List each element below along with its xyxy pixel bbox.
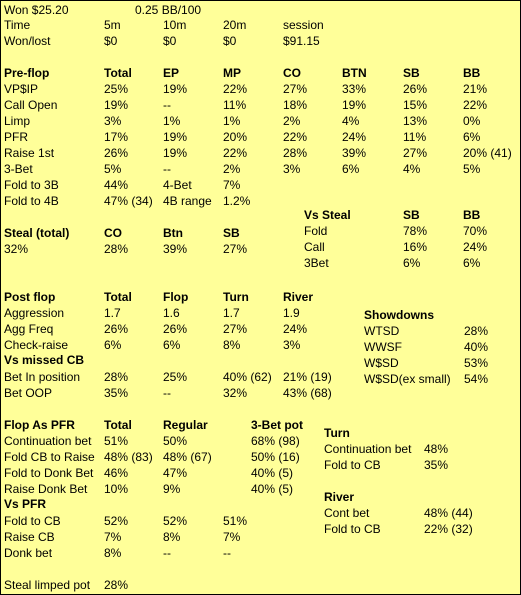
cell-regular: 47% [163, 466, 188, 480]
cell-ep: 19% [163, 130, 188, 144]
flop-pfr-col-regular: Regular [163, 418, 208, 432]
cell-total: 8% [104, 546, 122, 560]
cell-mp: 22% [223, 82, 248, 96]
steal-col-sb: SB [223, 226, 240, 240]
postflop-col-total: Total [104, 290, 132, 304]
cell-btn: 24% [342, 130, 367, 144]
wonlost-session: $91.15 [283, 34, 320, 48]
vs-steal-call-sb: 16% [403, 240, 428, 254]
wonlost-20m: $0 [223, 34, 237, 48]
cell-river: 3% [283, 338, 301, 352]
vs-missed-cb-heading: Vs missed CB [4, 353, 85, 367]
cell-regular: 8% [163, 530, 181, 544]
cell-flop: 1.6 [163, 306, 180, 320]
steal-heading: Steal (total) [4, 226, 70, 240]
turn-cbet-value: 48% [424, 442, 449, 456]
cell-river: 1.9 [283, 306, 300, 320]
vs-steal-heading: Vs Steal [304, 208, 351, 222]
row-label: Bet OOP [4, 386, 53, 400]
cell-3bet-pot: 40% (5) [251, 482, 294, 496]
steal-limped-pot-label: Steal limped pot [4, 578, 91, 592]
cell-3bet-pot: 51% [223, 514, 248, 528]
river-fold-cb-value: 22% (32) [424, 522, 473, 536]
cell-turn: 1.7 [223, 306, 240, 320]
cell-total: 19% [104, 98, 129, 112]
flop-pfr-col-total: Total [104, 418, 132, 432]
cell-mp: 2% [223, 162, 241, 176]
cell-river: 43% (68) [283, 386, 332, 400]
row-label: Agg Freq [4, 322, 54, 336]
steal-sb: 27% [223, 242, 248, 256]
river-fold-cb-label: Fold to CB [324, 522, 381, 536]
cell-regular: 52% [163, 514, 188, 528]
cell-sb: 15% [403, 98, 428, 112]
cell-btn: 19% [342, 98, 367, 112]
cell-3bet-pot: 50% (16) [251, 450, 300, 464]
row-label: Continuation bet [4, 434, 92, 448]
vs-steal-fold-sb: 78% [403, 224, 428, 238]
wsd-value: 53% [464, 356, 489, 370]
cell-sb: 13% [403, 114, 428, 128]
wonlost-5m: $0 [104, 34, 118, 48]
vs-steal-col-sb: SB [403, 208, 420, 222]
cell-flop: 6% [163, 338, 181, 352]
cell-co: 18% [283, 98, 308, 112]
cell-bb: 6% [463, 130, 481, 144]
row-label: Raise CB [4, 530, 55, 544]
postflop-heading: Post flop [4, 290, 56, 304]
row-label: Call Open [4, 98, 58, 112]
flop-pfr-col-3bet-pot: 3-Bet pot [251, 418, 303, 432]
preflop-col-ep: EP [163, 66, 180, 80]
cell-total: 17% [104, 130, 129, 144]
fold-to-3b-label: Fold to 3B [4, 178, 59, 192]
preflop-col-mp: MP [223, 66, 241, 80]
cell-total: 5% [104, 162, 122, 176]
cell-river: 24% [283, 322, 308, 336]
vs-steal-3bet-label: 3Bet [304, 256, 329, 270]
cell-btn: 6% [342, 162, 360, 176]
cell-turn: 40% (62) [223, 370, 272, 384]
cell-total: 26% [104, 146, 129, 160]
row-label: Fold to Donk Bet [4, 466, 94, 480]
cell-total: 6% [104, 338, 122, 352]
cell-total: 25% [104, 82, 129, 96]
vs-steal-3bet-bb: 6% [463, 256, 481, 270]
row-label: Raise Donk Bet [4, 482, 88, 496]
fold-to-3b-total: 44% [104, 178, 129, 192]
cell-total: 48% (83) [104, 450, 153, 464]
cell-co: 22% [283, 130, 308, 144]
cell-btn: 33% [342, 82, 367, 96]
turn-cbet-label: Continuation bet [324, 442, 412, 456]
row-label: Fold CB to Raise [4, 450, 95, 464]
steal-col-btn: Btn [163, 226, 183, 240]
cell-flop: 25% [163, 370, 188, 384]
turn-fold-cb-label: Fold to CB [324, 458, 381, 472]
cell-regular: 50% [163, 434, 188, 448]
four-bet-value: 7% [223, 178, 241, 192]
wsd-label: W$SD [364, 356, 399, 370]
steal-col-co: CO [104, 226, 122, 240]
cell-bb: 21% [463, 82, 488, 96]
vs-pfr-heading: Vs PFR [4, 497, 47, 511]
steal-co: 28% [104, 242, 129, 256]
cell-mp: 1% [223, 114, 241, 128]
preflop-col-btn: BTN [342, 66, 367, 80]
stakes-rate: 0.25 BB/100 [135, 3, 202, 17]
turn-fold-cb-value: 35% [424, 458, 449, 472]
cell-total: 26% [104, 322, 129, 336]
river-cont-bet-value: 48% (44) [424, 506, 473, 520]
row-label: 3-Bet [4, 162, 33, 176]
wonlost-label: Won/lost [4, 34, 51, 48]
four-bet-label: 4-Bet [163, 178, 192, 192]
preflop-col-co: CO [283, 66, 301, 80]
wwsf-label: WWSF [364, 340, 402, 354]
wsd-ex-small-value: 54% [464, 372, 489, 386]
cell-total: 46% [104, 466, 129, 480]
time-col-5m: 5m [104, 18, 121, 32]
cell-turn: 32% [223, 386, 248, 400]
time-col-10m: 10m [163, 18, 187, 32]
cell-total: 1.7 [104, 306, 121, 320]
cell-total: 28% [104, 370, 129, 384]
preflop-col-bb: BB [463, 66, 481, 80]
cell-total: 7% [104, 530, 122, 544]
cell-flop: 26% [163, 322, 188, 336]
cell-btn: 39% [342, 146, 367, 160]
vs-steal-fold-bb: 70% [463, 224, 488, 238]
vs-steal-3bet-sb: 6% [403, 256, 421, 270]
cell-turn: 27% [223, 322, 248, 336]
row-label: Limp [4, 114, 31, 128]
wtsd-label: WTSD [364, 324, 400, 338]
cell-mp: 22% [223, 146, 248, 160]
cell-3bet-pot: 40% (5) [251, 466, 294, 480]
won-amount: Won $25.20 [4, 3, 69, 17]
cell-co: 27% [283, 82, 308, 96]
wsd-ex-small-label: W$SD(ex small) [364, 372, 451, 386]
preflop-heading: Pre-flop [4, 66, 50, 80]
river-heading: River [324, 490, 355, 504]
cell-mp: 20% [223, 130, 248, 144]
cell-ep: -- [163, 162, 171, 176]
cell-ep: 19% [163, 146, 188, 160]
cell-mp: 11% [223, 98, 247, 112]
cell-sb: 11% [403, 130, 427, 144]
row-label: VP$IP [4, 82, 39, 96]
cell-total: 3% [104, 114, 122, 128]
cell-bb: 22% [463, 98, 488, 112]
fold-to-4b-total: 47% (34) [104, 194, 153, 208]
cell-3bet-pot: -- [223, 546, 231, 560]
row-label: Check-raise [4, 338, 69, 352]
river-cont-bet-label: Cont bet [324, 506, 370, 520]
steal-total: 32% [4, 242, 29, 256]
cell-ep: -- [163, 98, 171, 112]
cell-3bet-pot: 68% (98) [251, 434, 300, 448]
steal-btn: 39% [163, 242, 188, 256]
steal-limped-pot-value: 28% [104, 578, 129, 592]
cell-co: 3% [283, 162, 301, 176]
row-label: Aggression [4, 306, 65, 320]
cell-btn: 4% [342, 114, 360, 128]
fold-to-4b-label: Fold to 4B [4, 194, 59, 208]
showdowns-heading: Showdowns [364, 308, 434, 322]
cell-co: 28% [283, 146, 308, 160]
cell-sb: 27% [403, 146, 428, 160]
postflop-col-flop: Flop [163, 290, 189, 304]
cell-river: 21% (19) [283, 370, 332, 384]
cell-sb: 26% [403, 82, 428, 96]
cell-ep: 1% [163, 114, 181, 128]
cell-regular: 48% (67) [163, 450, 212, 464]
vs-steal-call-label: Call [304, 240, 325, 254]
preflop-col-total: Total [104, 66, 132, 80]
postflop-col-turn: Turn [223, 290, 249, 304]
postflop-col-river: River [283, 290, 314, 304]
wonlost-10m: $0 [163, 34, 177, 48]
time-col-session: session [283, 18, 324, 32]
four-bet-range-label: 4B range [163, 194, 212, 208]
cell-regular: -- [163, 546, 171, 560]
row-label: Bet In position [4, 370, 81, 384]
time-label: Time [4, 18, 31, 32]
preflop-col-sb: SB [403, 66, 420, 80]
wtsd-value: 28% [464, 324, 489, 338]
cell-total: 10% [104, 482, 129, 496]
time-col-20m: 20m [223, 18, 247, 32]
vs-steal-call-bb: 24% [463, 240, 488, 254]
flop-pfr-heading: Flop As PFR [4, 418, 75, 432]
cell-sb: 4% [403, 162, 421, 176]
cell-bb: 0% [463, 114, 481, 128]
turn-heading: Turn [324, 426, 350, 440]
cell-total: 35% [104, 386, 129, 400]
four-bet-range-value: 1.2% [223, 194, 251, 208]
cell-total: 51% [104, 434, 129, 448]
cell-ep: 19% [163, 82, 188, 96]
row-label: Donk bet [4, 546, 53, 560]
hud-stats-panel [1, 1, 520, 594]
cell-regular: 9% [163, 482, 181, 496]
wwsf-value: 40% [464, 340, 489, 354]
row-label: PFR [4, 130, 28, 144]
row-label: Raise 1st [4, 146, 55, 160]
cell-3bet-pot: 7% [223, 530, 241, 544]
cell-co: 2% [283, 114, 301, 128]
row-label: Fold to CB [4, 514, 61, 528]
cell-turn: 8% [223, 338, 241, 352]
vs-steal-col-bb: BB [463, 208, 481, 222]
vs-steal-fold-label: Fold [304, 224, 328, 238]
cell-bb: 5% [463, 162, 481, 176]
cell-total: 52% [104, 514, 129, 528]
cell-bb: 20% (41) [463, 146, 512, 160]
cell-flop: -- [163, 386, 171, 400]
